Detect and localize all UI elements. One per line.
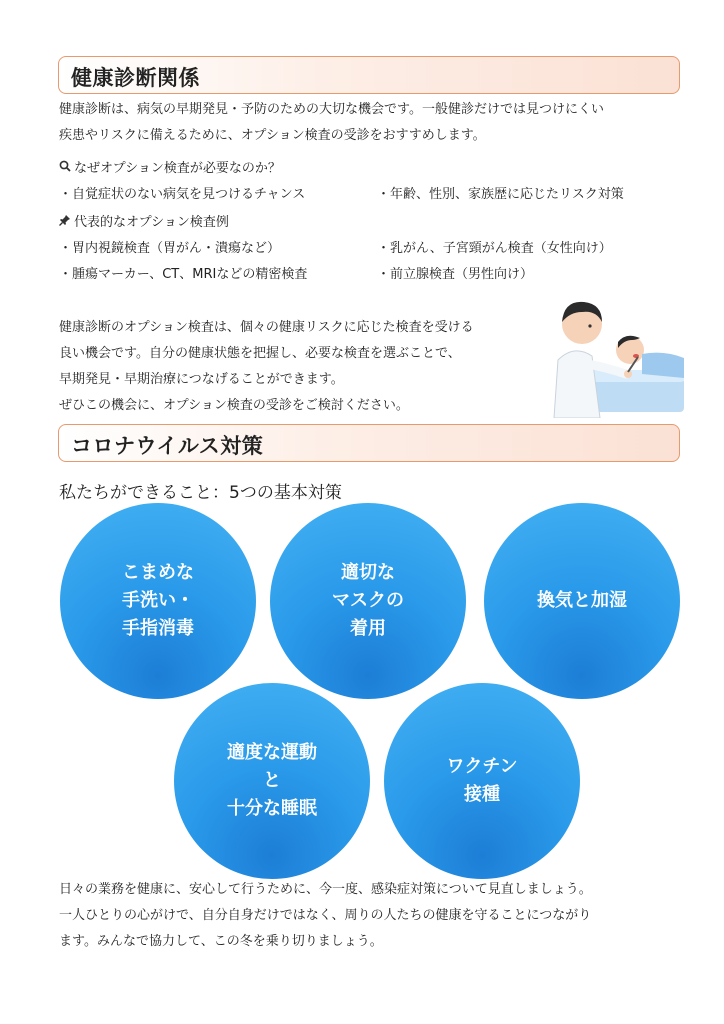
health-intro [59,97,679,149]
example-item: ・乳がん、子宮頸がん検査（女性向け） [377,241,612,256]
example-item: ・胃内視鏡検査（胃がん・潰瘍など） [59,241,281,256]
health-closing [59,315,539,419]
why-item: ・自覚症状のない病気を見つけるチャンス [59,187,306,202]
health-intro-line: 健康診断は、病気の早期発見・予防のための大切な機会です。一般健診だけでは見つけにくい [59,102,604,117]
health-intro-line: 疾患やリスクに備えるために、オプション検査の受診をおすすめします。 [59,128,486,143]
measure-circle-handwashing [60,503,256,699]
corona-closing-line: ます。みんなで協力して、この冬を乗り切りましょう。 [59,934,383,949]
why-heading-text: なぜオプション検査が必要なのか？ [74,161,281,176]
corona-subheading: 私たちができること：5つの基本対策 [59,483,342,503]
example-item: ・腫瘍マーカー、CT、MRIなどの精密検査 [59,267,308,282]
measure-circle-mask [270,503,466,699]
corona-closing-line: 日々の業務を健康に、安心して行うために、今一度、感染症対策について見直しましょう。 [59,882,592,897]
corona-closing [59,877,679,955]
example-item: ・前立腺検査（男性向け） [377,267,534,282]
examples-heading-text: 代表的なオプション検査例 [74,215,229,230]
health-closing-line: ぜひこの機会に、オプション検査の受診をご検討ください。 [59,398,409,413]
measure-label: こまめな [122,562,194,583]
measure-label: 接種 [463,784,500,805]
measure-label: 十分な睡眠 [227,798,317,819]
measure-label: と [263,770,281,791]
doctor-patient-illustration [548,290,684,418]
health-closing-line: 早期発見・早期治療につなげることができます。 [59,372,344,387]
health-closing-line: 良い機会です。自分の健康状態を把握し、必要な検査を選ぶことで、 [59,346,461,361]
magnifier-icon [59,160,73,175]
health-closing-line: 健康診断のオプション検査は、個々の健康リスクに応じた検査を受ける [59,320,474,335]
measure-label: 適切な [341,562,395,583]
measure-label: 手指消毒 [122,618,194,639]
measure-label: 適度な運動 [227,742,317,763]
measure-circle-exercise-sleep [174,683,370,879]
section-header-corona [58,424,680,462]
section-header-health [58,56,680,94]
measure-label: マスクの [332,590,404,611]
measure-circle-vaccination [384,683,580,879]
measure-circle-ventilation [484,503,680,699]
measure-label: 着用 [350,618,386,639]
section-title-health: 健康診断関係 [71,66,200,90]
measure-label: ワクチン [446,756,518,777]
pushpin-icon [59,214,73,229]
measure-label: 換気と加湿 [537,590,627,611]
why-item: ・年齢、性別、家族歴に応じたリスク対策 [377,187,624,202]
why-heading [59,157,281,176]
measure-label: 手洗い・ [122,590,194,611]
corona-closing-line: 一人ひとりの心がけで、自分自身だけではなく、周りの人たちの健康を守ることにつながり [59,908,592,923]
examples-heading [59,211,229,230]
section-title-corona: コロナウイルス対策 [71,434,264,458]
